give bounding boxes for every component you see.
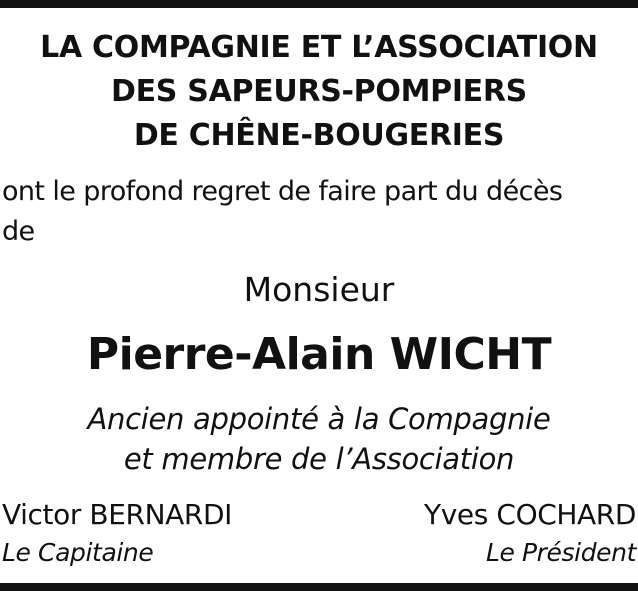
heading-line-3: DE CHÊNE-BOUGERIES (133, 118, 505, 153)
heading-line-2: DES SAPEURS-POMPIERS (111, 74, 527, 109)
bottom-border-rule (0, 583, 638, 591)
heading-line-1: LA COMPAGNIE ET L’ASSOCIATION (40, 30, 598, 65)
deceased-role-line-1: Ancien appointé à la Compagnie (87, 402, 551, 436)
intro-text-line-2: de (2, 216, 35, 247)
deceased-role-line-2: et membre de l’Association (123, 442, 515, 476)
deceased-title: Monsieur (243, 270, 395, 309)
signatory-left-name: Victor BERNARDI (2, 498, 232, 531)
signatory-right-role: Le Président (485, 538, 636, 567)
signatory-left-role: Le Capitaine (2, 538, 154, 567)
signatory-right-name: Yves COCHARD (424, 498, 636, 531)
intro-text-line-1: ont le profond regret de faire part du décès (2, 176, 563, 207)
deceased-name: Pierre-Alain WICHT (86, 329, 552, 380)
top-border-rule (0, 0, 638, 8)
